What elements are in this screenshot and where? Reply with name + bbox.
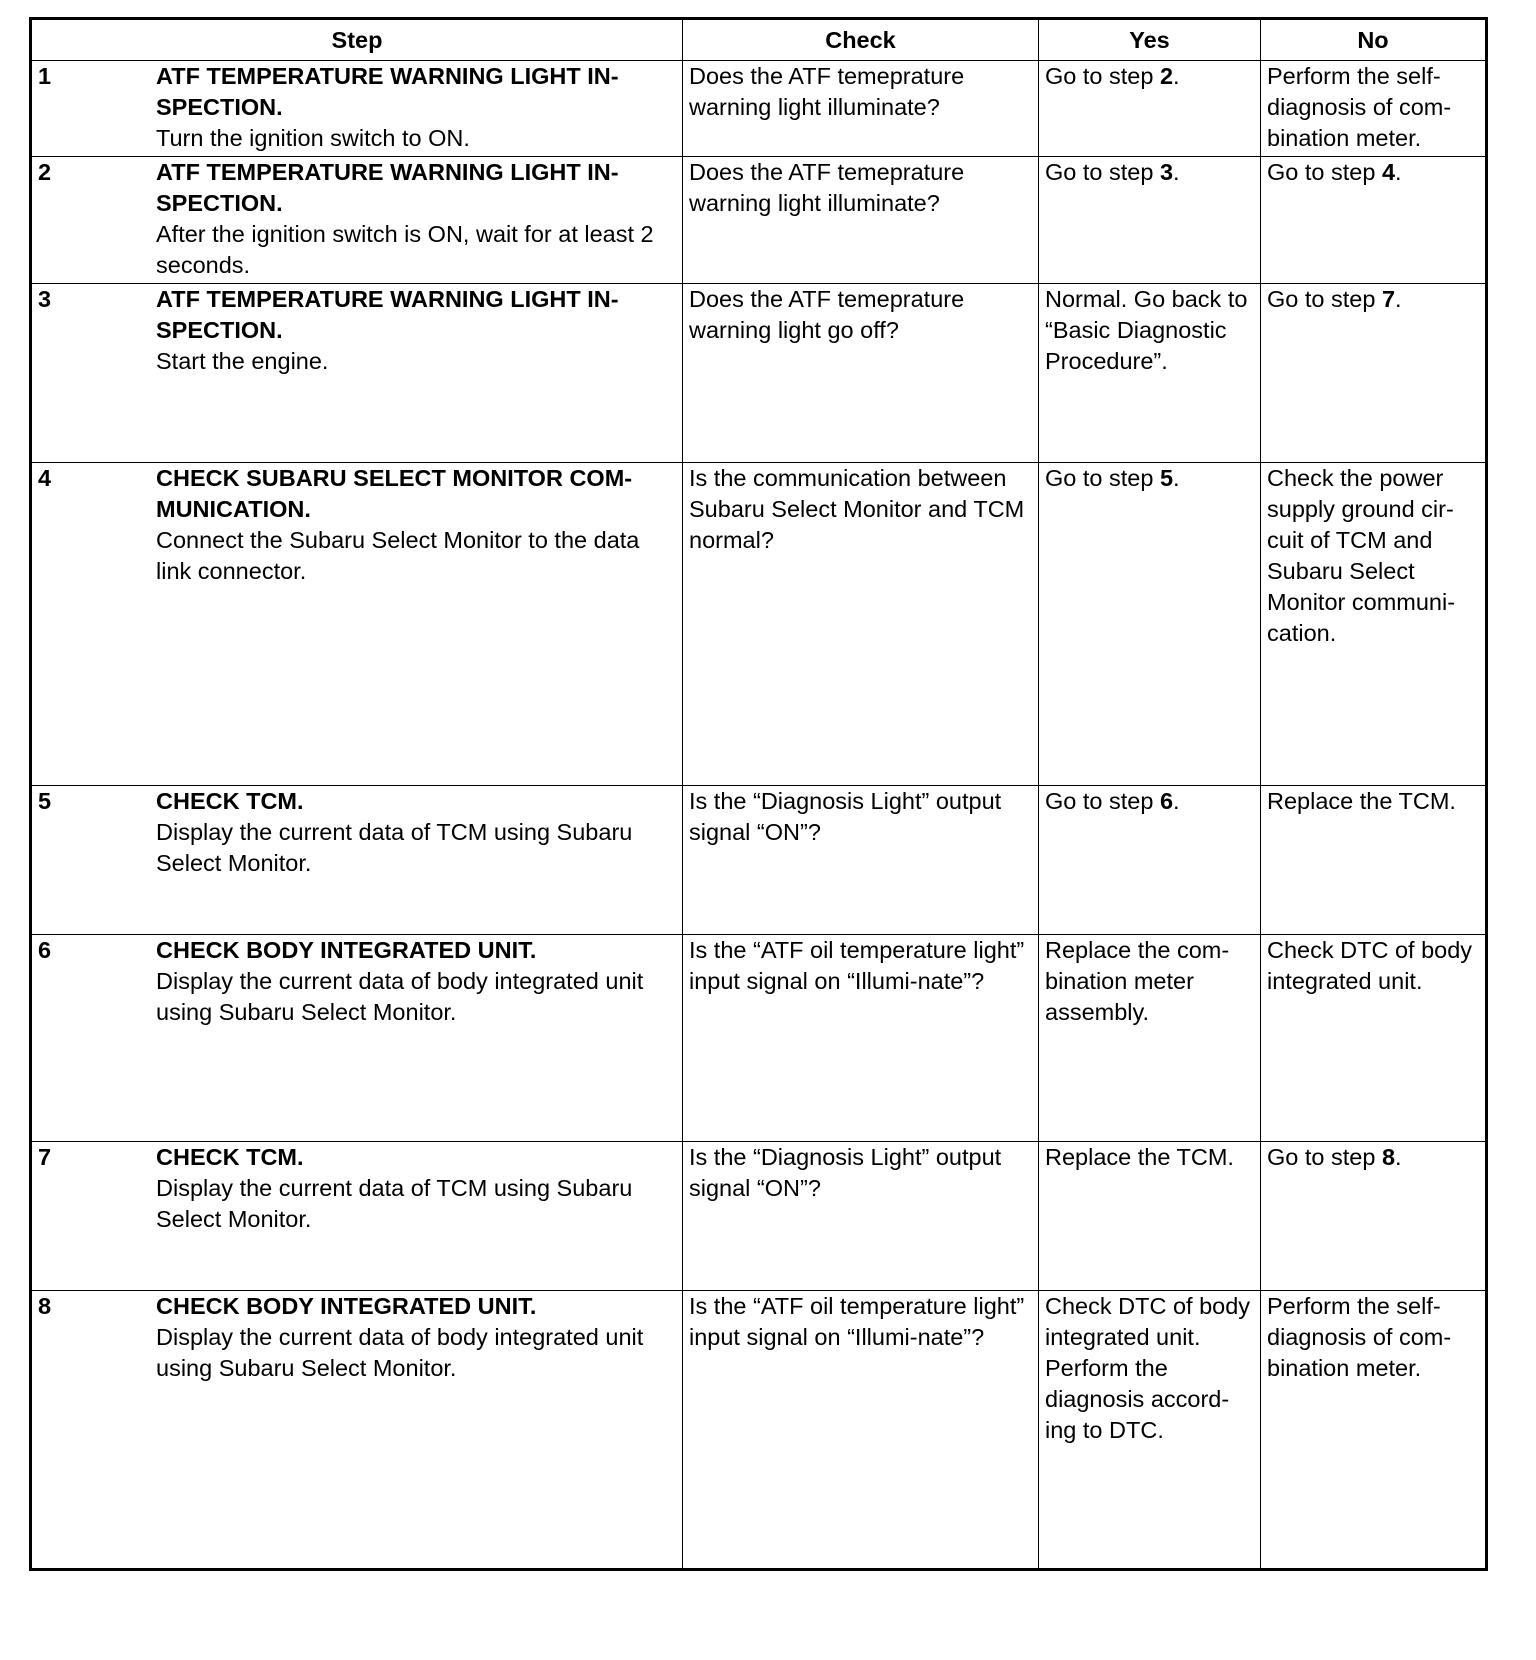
no-text: Go to step [1267,159,1382,185]
yes-cell [1039,1291,1261,1570]
no-text-end: . [1395,1144,1402,1170]
no-cell [1261,1291,1487,1570]
no-step-number: 7 [1381,286,1396,312]
yes-text-end: . [1173,159,1180,185]
check-cell [683,1291,1039,1570]
no-cell [1261,1142,1487,1291]
step-title: ATF TEMPERATURE WARNING LIGHT IN-SPECTION. [156,286,619,343]
step-title: CHECK TCM. [156,1144,304,1170]
step-cell [31,284,683,463]
yes-step-number: 3 [1159,159,1174,185]
check-question: Is the communication between Subaru Select Monitor and TCM normal? [689,465,1025,553]
yes-cell [1039,1142,1261,1291]
check-column-header: Check [683,19,1039,61]
diagnostic-procedure-table [29,17,1488,1571]
no-text-end: . [1395,286,1402,312]
yes-text: Replace the TCM. [1045,1144,1234,1170]
yes-cell [1039,786,1261,935]
step-number: 7 [38,1144,52,1170]
table-row [31,1142,1487,1291]
yes-text: Go to step [1045,465,1160,491]
no-text: Go to step [1267,286,1382,312]
step-number: 2 [38,159,52,185]
no-column-header: No [1261,19,1487,61]
yes-cell [1039,157,1261,284]
yes-step-number: 6 [1159,788,1174,814]
check-cell [683,786,1039,935]
yes-column-header: Yes [1039,19,1261,61]
step-instruction: Connect the Subaru Select Monitor to the data link connector. [156,527,640,584]
check-cell [683,61,1039,157]
check-question: Is the “Diagnosis Light” output signal “ON”? [689,788,1002,845]
table-row [31,786,1487,935]
step-title: CHECK BODY INTEGRATED UNIT. [156,937,537,963]
yes-text: Go to step [1045,788,1160,814]
step-instruction: After the ignition switch is ON, wait for at least 2 seconds. [156,221,654,278]
step-instruction: Display the current data of TCM using Subaru Select Monitor. [156,819,633,876]
check-cell [683,1142,1039,1291]
yes-text: Replace the com-bination meter assembly. [1045,937,1230,1025]
table-row [31,935,1487,1142]
check-question: Does the ATF temeprature warning light go off? [689,286,965,343]
yes-text: Check DTC of body integrated unit. Perform the diagnosis accord-ing to DTC. [1045,1293,1251,1443]
step-number: 6 [38,937,52,963]
step-instruction: Start the engine. [156,348,329,374]
yes-text: Go to step [1045,63,1160,89]
no-text: Go to step [1267,1144,1382,1170]
no-cell [1261,935,1487,1142]
step-instruction: Display the current data of body integrated unit using Subaru Select Monitor. [156,968,644,1025]
step-instruction: Display the current data of body integrated unit using Subaru Select Monitor. [156,1324,644,1381]
no-text: Check DTC of body integrated unit. [1267,937,1473,994]
check-cell [683,284,1039,463]
step-cell [31,786,683,935]
yes-text: Normal. Go back to “Basic Diagnostic Procedure”. [1045,286,1248,374]
no-cell [1261,284,1487,463]
step-cell [31,463,683,786]
step-column-header: Step [31,19,683,61]
table-row [31,61,1487,157]
step-cell [31,1142,683,1291]
step-number: 4 [38,465,52,491]
step-cell [31,935,683,1142]
step-number: 1 [38,63,52,89]
yes-text: Go to step [1045,159,1160,185]
step-cell [31,1291,683,1570]
step-cell [31,157,683,284]
yes-step-number: 5 [1159,465,1174,491]
yes-cell [1039,935,1261,1142]
check-cell [683,463,1039,786]
step-number: 3 [38,286,52,312]
yes-text-end: . [1173,465,1180,491]
yes-text-end: . [1173,63,1180,89]
no-cell [1261,786,1487,935]
table-row [31,1291,1487,1570]
step-instruction: Turn the ignition switch to ON. [156,125,470,151]
no-cell [1261,463,1487,786]
step-number: 8 [38,1293,52,1319]
no-text: Perform the self-diagnosis of com-bination meter. [1267,1293,1452,1381]
step-cell [31,61,683,157]
check-question: Does the ATF temeprature warning light illuminate? [689,63,965,120]
table-row [31,463,1487,786]
table-header-row [31,19,1487,61]
no-step-number: 8 [1381,1144,1396,1170]
no-text: Replace the TCM. [1267,788,1456,814]
yes-cell [1039,284,1261,463]
step-title: CHECK TCM. [156,788,304,814]
yes-cell [1039,463,1261,786]
yes-step-number: 2 [1159,63,1174,89]
yes-text-end: . [1173,788,1180,814]
table-row [31,157,1487,284]
no-step-number: 4 [1381,159,1396,185]
no-text-end: . [1395,159,1402,185]
step-instruction: Display the current data of TCM using Subaru Select Monitor. [156,1175,633,1232]
step-number: 5 [38,788,52,814]
check-question: Does the ATF temeprature warning light illuminate? [689,159,965,216]
step-title: CHECK BODY INTEGRATED UNIT. [156,1293,537,1319]
table-row [31,284,1487,463]
no-text: Perform the self-diagnosis of com-bination meter. [1267,63,1452,151]
yes-cell [1039,61,1261,157]
check-question: Is the “Diagnosis Light” output signal “ON”? [689,1144,1002,1201]
step-title: ATF TEMPERATURE WARNING LIGHT IN-SPECTION. [156,159,619,216]
no-cell [1261,157,1487,284]
check-cell [683,935,1039,1142]
check-question: Is the “ATF oil temperature light” input signal on “Illumi-nate”? [689,1293,1025,1350]
check-question: Is the “ATF oil temperature light” input signal on “Illumi-nate”? [689,937,1025,994]
check-cell [683,157,1039,284]
no-text: Check the power supply ground cir-cuit of TCM and Subaru Select Monitor communi-cation. [1267,465,1456,646]
step-title: CHECK SUBARU SELECT MONITOR COM-MUNICATION. [156,465,633,522]
step-title: ATF TEMPERATURE WARNING LIGHT IN-SPECTION. [156,63,619,120]
no-cell [1261,61,1487,157]
